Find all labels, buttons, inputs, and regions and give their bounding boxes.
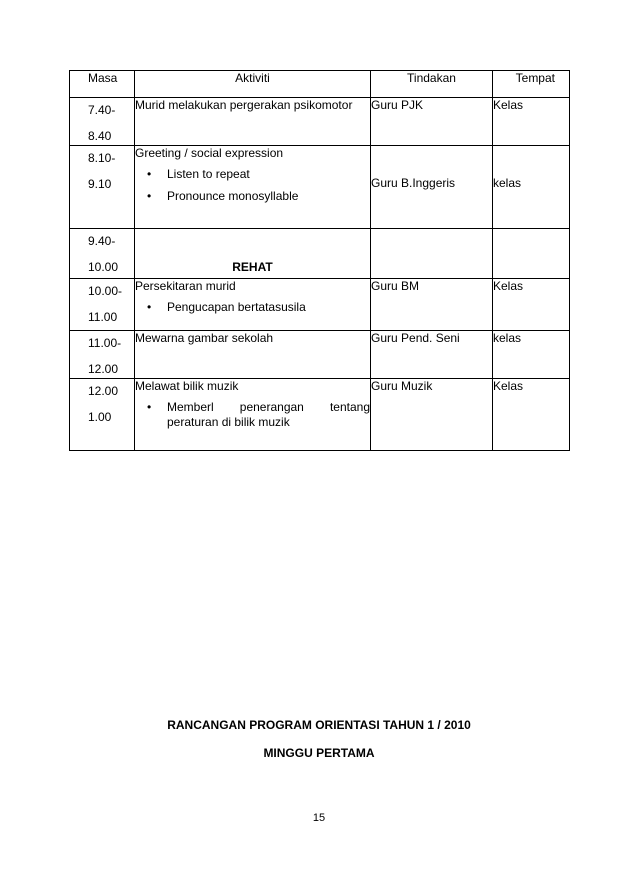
aktiviti-cell <box>135 229 371 279</box>
aktiviti-cell <box>135 146 371 229</box>
aktiviti-text: Persekitaran murid <box>135 279 236 293</box>
masa-start: 8.10- <box>88 151 116 165</box>
masa-end: 8.40 <box>88 129 112 143</box>
tempat-cell: Kelas <box>493 279 570 331</box>
aktiviti-text: Murid melakukan pergerakan psikomotor <box>135 98 353 112</box>
tindakan-cell: Guru B.Inggeris <box>371 146 493 229</box>
bullet-item: • Pengucapan bertatasusila <box>147 300 370 315</box>
tindakan-cell: Guru BM <box>371 279 493 331</box>
table-row <box>70 146 570 229</box>
header-aktiviti: Aktiviti <box>135 71 371 98</box>
table-row <box>70 279 570 331</box>
rehat-label: REHAT <box>232 260 273 274</box>
masa-end: 1.00 <box>88 410 112 424</box>
tindakan-cell <box>371 229 493 279</box>
tempat-cell: Kelas <box>493 98 570 146</box>
masa-start: 7.40- <box>88 103 116 117</box>
aktiviti-cell <box>135 379 371 451</box>
document-subtitle: MINGGU PERTAMA <box>263 746 375 760</box>
masa-end: 9.10 <box>88 177 112 191</box>
header-tempat: Tempat <box>493 71 570 98</box>
table-header-row <box>70 71 570 98</box>
aktiviti-cell <box>135 98 371 146</box>
masa-cell <box>70 379 135 451</box>
bullet-list <box>135 167 370 204</box>
masa-end: 10.00 <box>88 260 119 274</box>
tindakan-cell: Guru Muzik <box>371 379 493 451</box>
bullet-item: • Listen to repeat <box>147 167 370 182</box>
tindakan-cell: Guru Pend. Seni <box>371 331 493 379</box>
masa-start: 12.00 <box>88 384 119 398</box>
document-title: RANCANGAN PROGRAM ORIENTASI TAHUN 1 / 2010 <box>167 718 471 732</box>
page-number: 15 <box>312 812 326 824</box>
schedule-table <box>69 70 570 451</box>
masa-start: 11.00- <box>88 336 122 350</box>
bullet-list <box>135 300 370 315</box>
table-row <box>70 331 570 379</box>
header-masa: Masa <box>70 71 135 98</box>
tempat-cell: kelas <box>493 146 570 229</box>
masa-cell <box>70 279 135 331</box>
aktiviti-text: Greeting / social expression <box>135 146 284 160</box>
aktiviti-cell <box>135 331 371 379</box>
table-row <box>70 379 570 451</box>
table-row <box>70 229 570 279</box>
tempat-cell: kelas <box>493 331 570 379</box>
bullet-item: • Memberl penerangan tentang peraturan di bilik muzik <box>147 400 370 430</box>
tempat-cell: Kelas <box>493 379 570 451</box>
masa-cell <box>70 146 135 229</box>
masa-start: 9.40- <box>88 234 116 248</box>
aktiviti-text: Mewarna gambar sekolah <box>135 331 274 345</box>
bullet-list <box>135 400 370 430</box>
masa-end: 11.00 <box>88 310 118 324</box>
aktiviti-text: Melawat bilik muzik <box>135 379 239 393</box>
masa-start: 10.00- <box>88 284 123 298</box>
masa-cell <box>70 331 135 379</box>
masa-cell <box>70 229 135 279</box>
masa-end: 12.00 <box>88 362 119 376</box>
masa-cell <box>70 98 135 146</box>
header-tindakan: Tindakan <box>371 71 493 98</box>
tindakan-cell: Guru PJK <box>371 98 493 146</box>
aktiviti-cell <box>135 279 371 331</box>
tempat-cell <box>493 229 570 279</box>
table-row <box>70 98 570 146</box>
bullet-item: • Pronounce monosyllable <box>147 189 370 204</box>
